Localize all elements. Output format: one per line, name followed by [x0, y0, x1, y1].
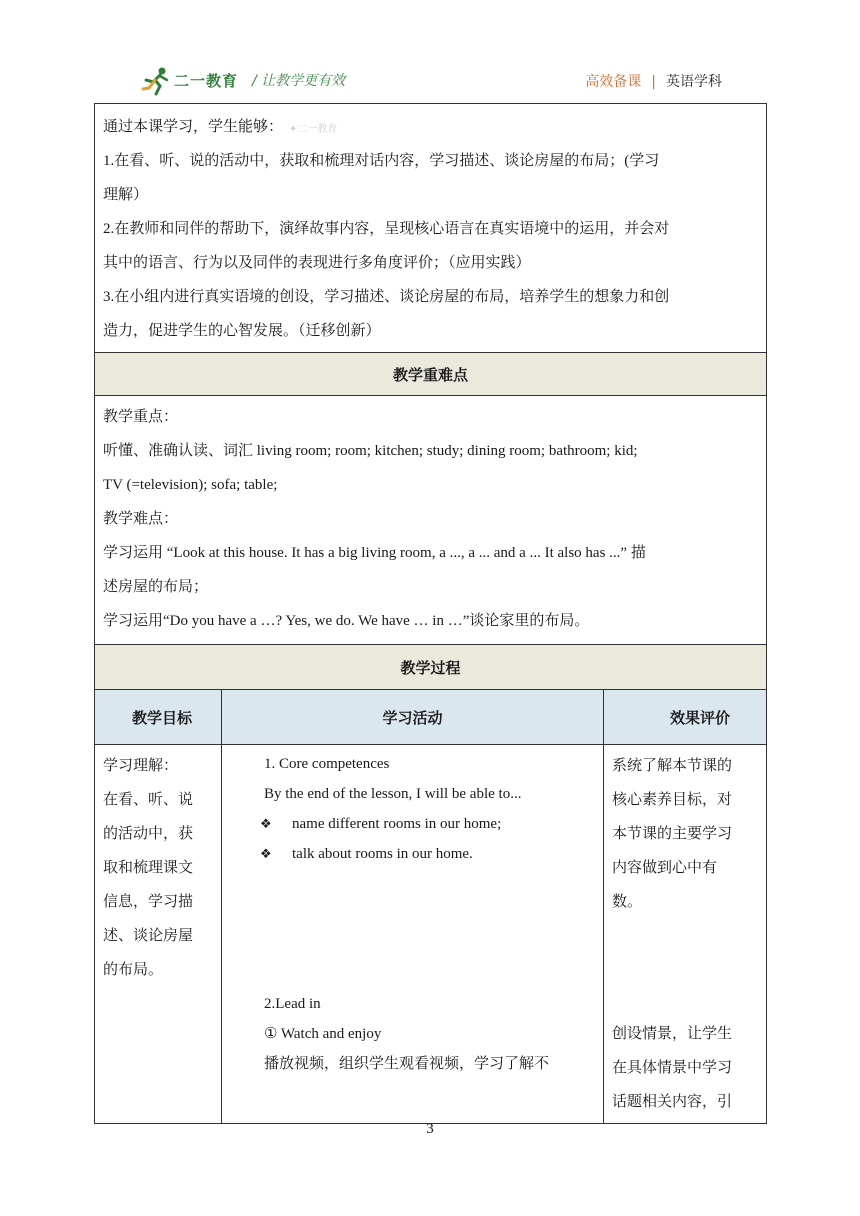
header-subject-name: 英语学科 [666, 74, 722, 90]
evaluation-text-1 [604, 745, 766, 923]
evaluation-line: 内容做到心中有 [612, 860, 718, 876]
evaluation-line: 数。 [612, 894, 643, 910]
key-points-line: TV (=television); sofa; table; [103, 477, 278, 493]
process-row [95, 745, 767, 1124]
evaluation-line: 本节课的主要学习 [612, 826, 733, 842]
activity-lead-in [264, 989, 549, 1079]
activity-title: 1. Core competences [264, 756, 390, 772]
key-points-line: 述房屋的布局； [103, 579, 209, 595]
diamond-bullet-icon: ❖ [260, 816, 272, 831]
objectives-line: 其中的语言、行为以及同伴的表现进行多角度评价；（应用实践） [103, 255, 531, 271]
key-points-text [95, 396, 766, 644]
column-header-goal: 教学目标 [95, 690, 222, 745]
objectives-line: 2.在教师和同伴的帮助下，演绎故事内容，呈现核心语言在真实语境中的运用，并会对 [103, 221, 670, 237]
lesson-plan-table [94, 103, 767, 1124]
header-subject [585, 71, 722, 91]
svg-text:✦二一教育: ✦二一教育 [289, 123, 338, 135]
key-points-line: 教学难点： [103, 511, 179, 527]
evaluation-line: 系统了解本节课的 [612, 758, 733, 774]
process-heading-row [95, 645, 767, 690]
goal-line: 的布局。 [103, 962, 164, 978]
objectives-row [95, 104, 767, 353]
key-points-heading-row [95, 353, 767, 396]
key-points-line: 教学重点： [103, 409, 179, 425]
key-points-cell [95, 396, 767, 645]
evaluation-text-2 [604, 1013, 766, 1123]
key-points-line: 学习运用“Do you have a …? Yes, we do. We have … in …”谈论家里的布局。 [103, 613, 590, 629]
activity-title: 2.Lead in [264, 996, 321, 1012]
goal-line: 的活动中，获 [103, 826, 194, 842]
activity-intro: By the end of the lesson, I will be able to... [264, 786, 522, 802]
activity-step: ① Watch and enjoy [264, 1026, 382, 1042]
key-points-line: 听懂、准确认读、词汇 living room; room; kitchen; study; dining room; bathroom; kid; [103, 443, 638, 459]
header-separator: | [651, 74, 656, 90]
evaluation-line: 创设情景，让学生 [612, 1026, 733, 1042]
evaluation-line: 核心素养目标，对 [612, 792, 733, 808]
list-item: ❖ talk about rooms in our home. [264, 839, 521, 869]
goal-line: 学习理解： [103, 758, 179, 774]
logo-text: 二一教育 [174, 72, 239, 90]
runner-logo-icon [140, 66, 174, 96]
key-points-line: 学习运用 “Look at this house. It has a big living room, a ..., a ... and a ... It also has ...” 描 [103, 545, 646, 561]
goal-line: 信息，学习描 [103, 894, 194, 910]
objectives-line: 造力，促进学生的心智发展。（迁移创新） [103, 323, 381, 339]
activity-core-competences [260, 749, 522, 869]
process-heading: 教学过程 [95, 645, 767, 690]
key-points-row [95, 396, 767, 645]
activity-cell [222, 745, 604, 1124]
activity-description: 播放视频，组织学生观看视频，学习了解不 [264, 1056, 550, 1072]
evaluation-cell [604, 745, 767, 1124]
objectives-line: 通过本课学习，学生能够： ✦二一教育 [103, 110, 758, 144]
objectives-line: 理解） [103, 187, 149, 203]
process-column-headers [95, 690, 767, 745]
header-slogan: / 让教学更有效 [252, 73, 346, 89]
goal-line: 取和梳理课文 [103, 860, 194, 876]
column-header-activity: 学习活动 [222, 690, 604, 745]
list-item: ❖ name different rooms in our home; [264, 809, 521, 839]
objectives-text [95, 104, 766, 352]
watermark-icon [287, 121, 347, 135]
objectives-line: 1.在看、听、说的活动中，获取和梳理对话内容，学习描述、谈论房屋的布局；(学习 [103, 153, 660, 169]
diamond-bullet-icon: ❖ [260, 846, 272, 861]
page-number: 3 [426, 1121, 434, 1137]
goal-cell [95, 745, 222, 1124]
key-points-heading: 教学重难点 [95, 353, 767, 396]
goal-line: 述、谈论房屋 [103, 928, 194, 944]
goal-line: 在看、听、说 [103, 792, 194, 808]
brand-logo [140, 66, 256, 96]
evaluation-line: 话题相关内容，引 [612, 1094, 733, 1110]
page-header [0, 0, 860, 100]
column-header-evaluation: 效果评价 [604, 690, 767, 745]
objectives-line: 3.在小组内进行真实语境的创设，学习描述、谈论房屋的布局，培养学生的想象力和创 [103, 289, 670, 305]
goal-text [95, 745, 221, 991]
objectives-cell [95, 104, 767, 353]
evaluation-line: 在具体情景中学习 [612, 1060, 733, 1076]
header-course-type: 高效备课 [585, 74, 642, 90]
